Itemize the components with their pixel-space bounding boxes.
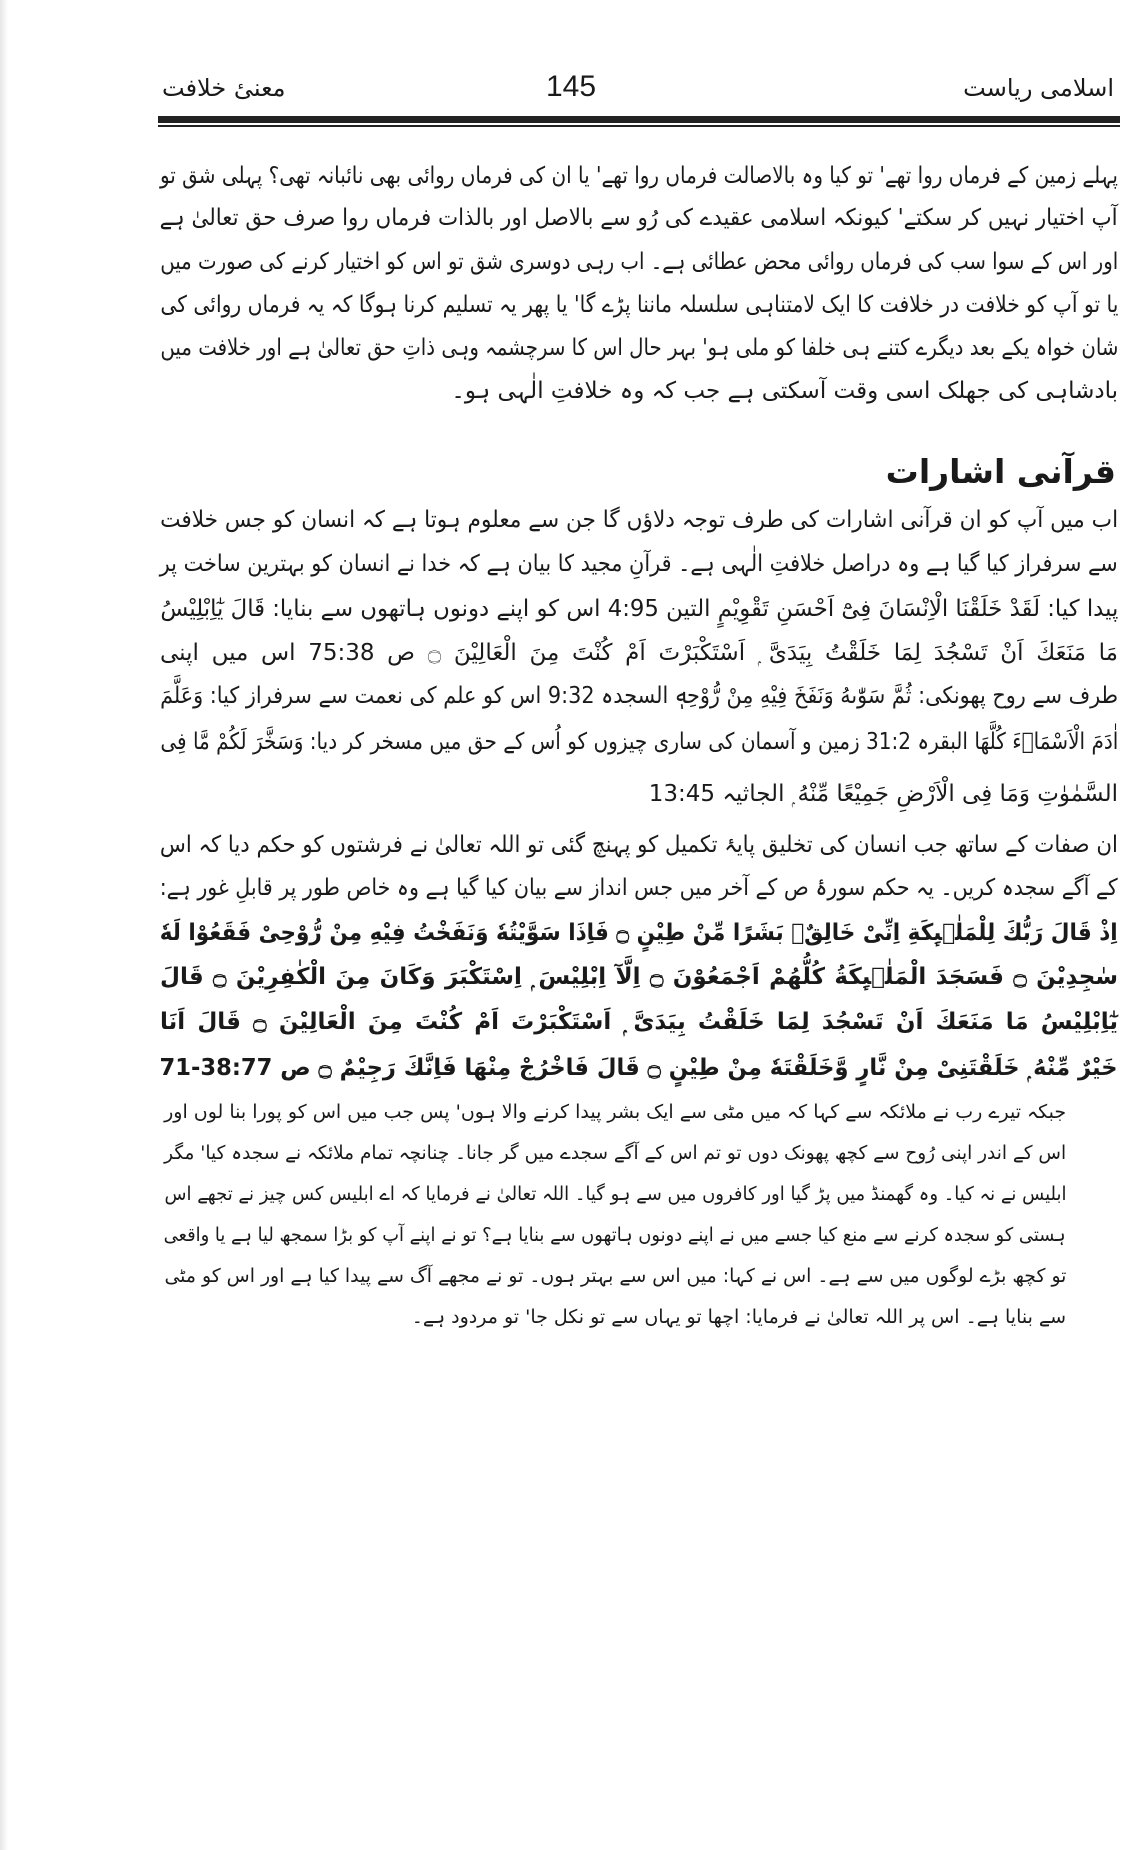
quran-passage-line xyxy=(160,915,1118,951)
paragraph3-line xyxy=(160,870,1118,906)
paragraph1-line xyxy=(160,287,1118,323)
line-text: تو کچھ بڑے لوگوں میں سے ہے۔ اس نے کہا: میں اس سے بہتر ہوں۔ تو نے مجھے آگ سے پیدا کیا ہے اور اس کو مٹی xyxy=(164,1265,1066,1287)
paragraph2-line xyxy=(160,678,1118,714)
paragraph3-line xyxy=(160,827,1142,863)
page-number: 145 xyxy=(545,70,597,103)
line-text: کے آگے سجدہ کریں۔ یہ حکم سورۂ ص کے آخر میں جس انداز سے بیان کیا گیا ہے وہ خاص طور پر قابلِ غور ہے: xyxy=(160,875,1118,901)
paragraph2-line xyxy=(160,546,1118,582)
line-text: اِذْ قَالَ رَبُّكَ لِلْمَلٰۗىِٕكَةِ اِنِّیْ خَالِقٌۢ بَشَرًا مِّنْ طِیْنٍ ۝ فَاِذَا سَوَّیْتُهٗ وَنَفَخْتُ فِیْهِ مِنْ رُّوْحِیْ فَقَعُوْا لَهٗ xyxy=(160,920,1118,946)
line-text: سے سرفراز کیا گیا ہے وہ دراصل خلافتِ الٰہی ہے۔ قرآنِ مجید کا بیان ہے کہ خدا نے انسان کو بہترین ساخت پر xyxy=(160,551,1118,577)
paragraph2-line xyxy=(160,502,1142,538)
line-text: یا تو آپ کو خلافت در خلافت کا ایک لامتناہی سلسلہ ماننا پڑے گا' یا پھر یہ تسلیم کرنا ہوگا کہ یہ فرماں روائی کی xyxy=(160,292,1118,318)
line-text: آپ اختیار نہیں کر سکتے' کیونکہ اسلامی عقیدے کی رُو سے بالاصل اور بالذات فرماں روا صرف حق تعالیٰ ہے xyxy=(160,205,1118,231)
line-text: بادشاہی کی جھلک اسی وقت آسکتی ہے جب کہ وہ خلافتِ الٰہی ہو۔ xyxy=(451,378,1118,404)
line-text: اب میں آپ کو ان قرآنی اشارات کی طرف توجہ دلاؤں گا جن سے معلوم ہوتا ہے کہ انسان کو جس خلافت xyxy=(160,507,1118,533)
translation-line xyxy=(164,1257,1066,1293)
paragraph2-line xyxy=(160,776,1118,812)
line-text: شان خواہ یکے بعد دیگرے کتنے ہی خلفا کو ملی ہو' بہر حال اس کا سرچشمہ وہی ذاتِ حق تعالیٰ ہے اور خلافت میں xyxy=(160,335,1118,361)
line-text: ابلیس نے نہ کیا۔ وہ گھمنڈ میں پڑ گیا اور کافروں میں سے ہو گیا۔ اللہ تعالیٰ نے فرمایا کہ اے ابلیس کس چیز نے تجھے اس xyxy=(164,1183,1066,1205)
line-text: اٰدَمَ الْاَسْمَاۗءَ كُلَّهَا البقرہ 31:2 زمین و آسمان کی ساری چیزوں کو اُس کے حق میں مسخر کر دیا: وَسَخَّرَ لَكُمْ مَّا فِی xyxy=(160,729,1118,755)
line-text: خَیْرٌ مِّنْهُ ۭ خَلَقْتَنِیْ مِنْ نَّارٍ وَّخَلَقْتَهٗ مِنْ طِیْنٍ ۝ قَالَ فَاخْرُجْ مِنْهَا فَاِنَّكَ رَجِیْمٌ ۝ ص 38:77-71 xyxy=(160,1055,1118,1081)
line-text: جبکہ تیرے رب نے ملائکہ سے کہا کہ میں مٹی سے ایک بشر پیدا کرنے والا ہوں' پس جب میں اس کو پورا بنا لوں اور xyxy=(164,1101,1066,1123)
paragraph2-line xyxy=(160,591,1118,627)
running-head-book-title: اسلامی ریاست xyxy=(963,74,1114,102)
translation-line xyxy=(164,1093,1066,1129)
paragraph1-line xyxy=(160,373,1118,409)
section-heading: قرآنی اشارات xyxy=(885,452,1116,491)
translation-line xyxy=(164,1298,1066,1334)
paragraph1-line xyxy=(160,330,1118,366)
line-text: پہلے زمین کے فرماں روا تھے' تو کیا وہ بالاصالت فرماں روا تھے' یا ان کی فرماں روائی بھی نائبانہ تھی؟ پہلی شق تو xyxy=(160,163,1118,189)
paragraph2-line xyxy=(160,724,1118,760)
line-text: سٰجِدِیْنَ ۝ فَسَجَدَ الْمَلٰۗىِٕكَةُ كُلُّهُمْ اَجْمَعُوْنَ ۝ اِلَّآ اِبْلِیْسَ ۭ اِسْتَكْبَرَ وَكَانَ مِنَ الْكٰفِرِیْنَ ۝ قَالَ xyxy=(160,964,1118,990)
quran-passage-line xyxy=(160,1004,1118,1040)
line-text: ہستی کو سجدہ کرنے سے منع کیا جسے میں نے اپنے دونوں ہاتھوں سے بنایا ہے؟ تو نے اپنے آپ کو بڑا سمجھ لیا ہے یا واقعی xyxy=(164,1224,1066,1246)
line-text: اور اس کے سوا سب کی فرماں روائی محض عطائی ہے۔ اب رہی دوسری شق تو اس کو اختیار کرنے کی صورت میں xyxy=(160,249,1118,275)
line-text: پیدا کیا: لَقَدْ خَلَقْنَا الْاِنْسَانَ فِیْٓ اَحْسَنِ تَقْوِیْمٍ التین 4:95 اس کو اپنے دونوں ہاتھوں سے بنایا: قَالَ یٰٓاِبْلِیْسُ xyxy=(160,596,1118,622)
quran-passage-line xyxy=(160,1050,1118,1086)
line-text: ان صفات کے ساتھ جب انسان کی تخلیق پایۂ تکمیل کو پہنچ گئی تو اللہ تعالیٰ نے فرشتوں کو حکم دیا کہ اس xyxy=(160,832,1118,858)
header-rule-thin xyxy=(158,125,1120,127)
line-text: مَا مَنَعَكَ اَنْ تَسْجُدَ لِمَا خَلَقْتُ بِیَدَیَّ ۭ اَسْتَكْبَرْتَ اَمْ كُنْتَ مِنَ الْعَالِیْنَ ۝ ص 75:38 اس میں اپنی xyxy=(160,640,1118,666)
quran-passage-line xyxy=(160,959,1118,995)
paragraph2-line xyxy=(160,635,1118,671)
paragraph1-line xyxy=(160,158,1118,194)
running-head-chapter-title: معنیٔ خلافت xyxy=(162,74,286,102)
translation-line xyxy=(164,1175,1066,1211)
paragraph1-line xyxy=(160,244,1118,280)
line-text: یٰٓاِبْلِیْسُ مَا مَنَعَكَ اَنْ تَسْجُدَ لِمَا خَلَقْتُ بِیَدَیَّ ۭ اَسْتَكْبَرْتَ اَمْ كُنْتَ مِنَ الْعَالِیْنَ ۝ قَالَ اَنَا xyxy=(160,1009,1118,1035)
header-rule-thick xyxy=(158,116,1120,123)
line-text: اس کے اندر اپنی رُوح سے کچھ پھونک دوں تو تم اس کے آگے سجدے میں گر جانا۔ چنانچہ تمام ملائکہ نے سجدہ کیا' مگر xyxy=(164,1142,1066,1164)
paragraph1-line xyxy=(160,200,1118,236)
line-text: سے بنایا ہے۔ اس پر اللہ تعالیٰ نے فرمایا: اچھا تو یہاں سے تو نکل جا' تو مردود ہے۔ xyxy=(411,1306,1066,1328)
line-text: طرف سے روح پھونکی: ثُمَّ سَوّٰىهُ وَنَفَخَ فِیْهِ مِنْ رُّوْحِهٖ السجدہ 9:32 اس کو علم کی نعمت سے سرفراز کیا: وَعَلَّمَ xyxy=(160,683,1118,709)
translation-line xyxy=(164,1216,1066,1252)
line-text: السَّمٰوٰتِ وَمَا فِی الْاَرْضِ جَمِیْعًا مِّنْهُ ۭ الجاثیہ 13:45 xyxy=(648,781,1118,807)
translation-line xyxy=(164,1134,1066,1170)
